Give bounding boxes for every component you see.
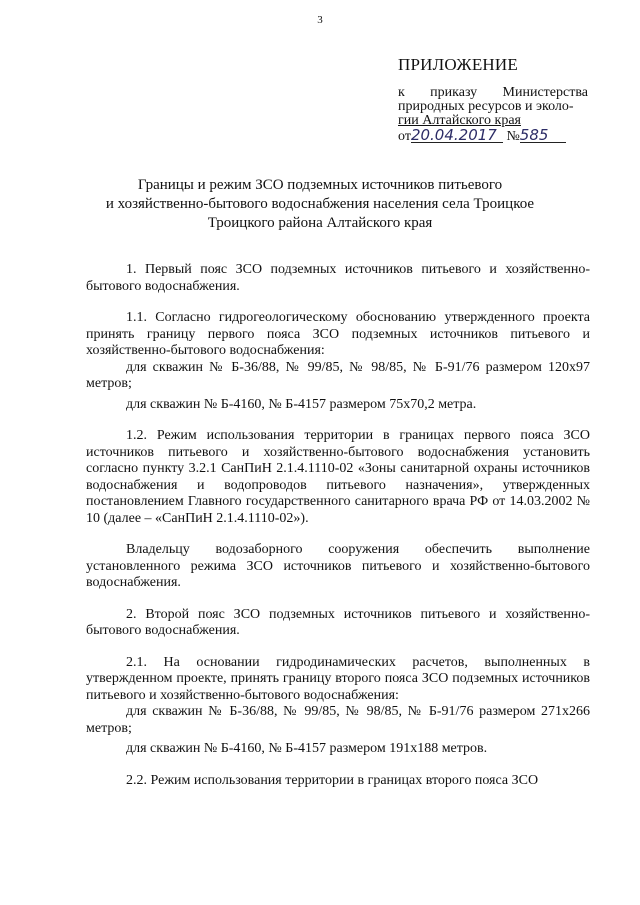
appendix-line-3: гии Алтайского края	[398, 113, 521, 128]
appendix-order-word: приказу	[430, 85, 478, 100]
title-line: и хозяйственно-бытового водоснабжения населения села Троицкое	[105, 196, 535, 212]
paragraph-1-1-wells-b: для скважин № Б-4160, № Б-4157 размером 75х70,2 метра.	[126, 396, 477, 412]
handwritten-date: 20.04.2017	[411, 128, 503, 143]
title-line: Границы и режим ЗСО подземных источников питьевого	[137, 177, 503, 193]
appendix-header	[398, 56, 588, 146]
section-1-heading: 1. Первый пояс ЗСО подземных источников питьевого и хозяйственно-бытового водоснабжения.	[86, 262, 590, 294]
appendix-ministry-word: Министерства	[502, 85, 588, 100]
paragraph-2-2: 2.2. Режим использования территории в границах второго пояса ЗСО	[126, 772, 539, 788]
appendix-to-word: к	[398, 85, 405, 100]
paragraph-2-1-wells-b: для скважин № Б-4160, № Б-4157 размером 191х188 метров.	[126, 741, 488, 756]
number-label: №	[506, 129, 520, 144]
document-body	[86, 262, 590, 789]
appendix-line-1	[398, 86, 588, 100]
page-number: 3	[317, 14, 323, 26]
appendix-line-2: природных ресурсов и эколо-	[398, 99, 574, 114]
paragraph-2-1-wells-a: для скважин № Б-36/88, № 99/85, № 98/85, № Б-91/76 размером 271х266 метров;	[86, 704, 590, 736]
paragraph-1-1-wells-a: для скважин № Б-36/88, № 99/85, № 98/85, № Б-91/76 размером 120х97 метров;	[86, 359, 590, 391]
appendix-title: ПРИЛОЖЕНИЕ	[398, 55, 518, 74]
paragraph-owner: Владельцу водозаборного сооружения обеспечить выполнение установленного режима ЗСО источников питьевого и хозяйственно-бытового водоснабжения.	[86, 542, 590, 590]
title-line: Троицкого района Алтайского края	[207, 215, 433, 231]
document-title	[60, 176, 580, 233]
handwritten-number: 585	[520, 128, 566, 143]
paragraph-1-2: 1.2. Режим использования территории в границах первого пояса ЗСО источников питьевого и хозяйственно-бытового водоснабжения установить согласно пункту 3.2.1 СанПиН 2.1.4.1110-02 «Зоны санитарной охраны источников водоснабжения и водопроводов питьевого назначения», утвержденных постановлением Главного государственного санитарного врача РФ от 14.03.2002 № 10 (далее – «СанПиН 2.1.4.1110-02»).	[86, 428, 590, 526]
section-2-heading: 2. Второй пояс ЗСО подземных источников питьевого и хозяйственно-бытового водоснабжения.	[86, 606, 590, 638]
from-label: от	[398, 129, 411, 144]
paragraph-2-1: 2.1. На основании гидродинамических расчетов, выполненных в утвержденном проекте, принять границу второго пояса ЗСО подземных источников питьевого и хозяйственно-бытового водоснабжения:	[86, 654, 590, 703]
paragraph-1-1: 1.1. Согласно гидрогеологическому обоснованию утвержденного проекта принять границу первого пояса ЗСО подземных источников питьевого и хозяйственно-бытового водоснабжения:	[86, 310, 590, 358]
appendix-date-number-line	[398, 128, 588, 146]
